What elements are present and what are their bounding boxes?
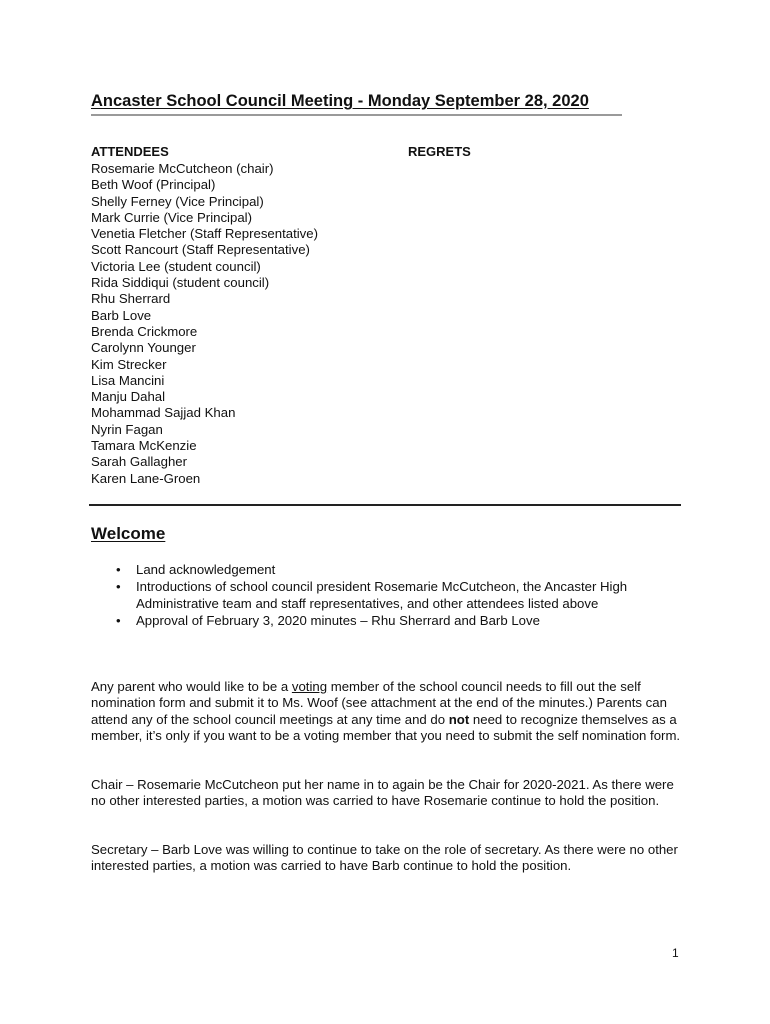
- attendee-name: Scott Rancourt (Staff Representative): [91, 242, 310, 258]
- attendee-name: Sarah Gallagher: [91, 454, 188, 470]
- title-underline-shadow: [91, 114, 622, 116]
- attendee-name: Barb Love: [91, 307, 152, 323]
- attendee-name: Rhu Sherrard: [91, 291, 171, 307]
- attendee-name: Mark Currie (Vice Principal): [91, 209, 252, 225]
- welcome-item: [113, 578, 673, 612]
- attendee-list: [91, 161, 318, 487]
- bold-word: not: [448, 711, 470, 727]
- bullet-icon: •: [116, 579, 121, 594]
- welcome-item: [113, 561, 673, 578]
- chair-paragraph: Chair – Rosemarie McCutcheon put her name in to again be the Chair for 2020-2021. As there were no other interested parties, a motion was carried to have Rosemarie continue to hold the position.: [91, 777, 674, 809]
- page-number: 1: [672, 946, 679, 960]
- underlined-word: voting: [291, 679, 328, 694]
- attendee-name: Manju Dahal: [91, 389, 166, 405]
- attendee-name: Kim Strecker: [91, 356, 167, 372]
- attendee-name: Victoria Lee (student council): [91, 258, 261, 274]
- welcome-list: [113, 561, 673, 629]
- meeting-title: Ancaster School Council Meeting - Monday September 28, 2020: [91, 92, 589, 110]
- section-divider: [89, 504, 681, 506]
- attendee-name: Tamara McKenzie: [91, 438, 197, 454]
- attendee-name: Beth Woof (Principal): [91, 177, 216, 193]
- paragraph-text: member of the school council needs to fill out the self nomination form and submit it to Ms. Woof (see attachment at the end of the minutes.) Parents can attend any of the school council meetings at any time and do: [91, 679, 667, 727]
- attendee-name: Lisa Mancini: [91, 372, 165, 388]
- paragraph-text: Any parent who would like to be a: [91, 679, 292, 694]
- paragraph-text: need to recognize themselves as a member, it’s only if you want to be a voting member that you need to submit the self nomination form.: [91, 711, 681, 743]
- attendee-name: Mohammad Sajjad Khan: [91, 405, 236, 421]
- attendee-name: Shelly Ferney (Vice Principal): [91, 193, 264, 209]
- welcome-item-text: Approval of February 3, 2020 minutes – Rhu Sherrard and Barb Love: [136, 613, 540, 628]
- voting-member-paragraph: [91, 679, 681, 744]
- attendee-name: Nyrin Fagan: [91, 421, 163, 437]
- bullet-icon: •: [116, 613, 121, 628]
- secretary-paragraph: Secretary – Barb Love was willing to continue to take on the role of secretary. As there were no other interested parties, a motion was carried to have Barb continue to hold the position.: [91, 842, 678, 874]
- attendee-name: Rida Siddiqui (student council): [91, 275, 270, 291]
- regrets-heading: REGRETS: [408, 144, 471, 159]
- welcome-heading: Welcome: [91, 524, 166, 543]
- attendee-name: Brenda Crickmore: [91, 323, 198, 339]
- welcome-item-text: Introductions of school council president Rosemarie McCutcheon, the Ancaster High Administrative team and staff representatives, and other attendees listed above: [136, 579, 628, 611]
- bullet-icon: •: [116, 562, 121, 577]
- attendee-name: Venetia Fletcher (Staff Representative): [91, 226, 318, 242]
- attendees-heading: ATTENDEES: [91, 144, 169, 159]
- welcome-item: [113, 612, 673, 629]
- attendee-name: Karen Lane-Groen: [91, 470, 201, 486]
- attendee-name: Carolynn Younger: [91, 340, 196, 356]
- welcome-item-text: Land acknowledgement: [136, 562, 276, 577]
- attendee-name: Rosemarie McCutcheon (chair): [91, 161, 274, 176]
